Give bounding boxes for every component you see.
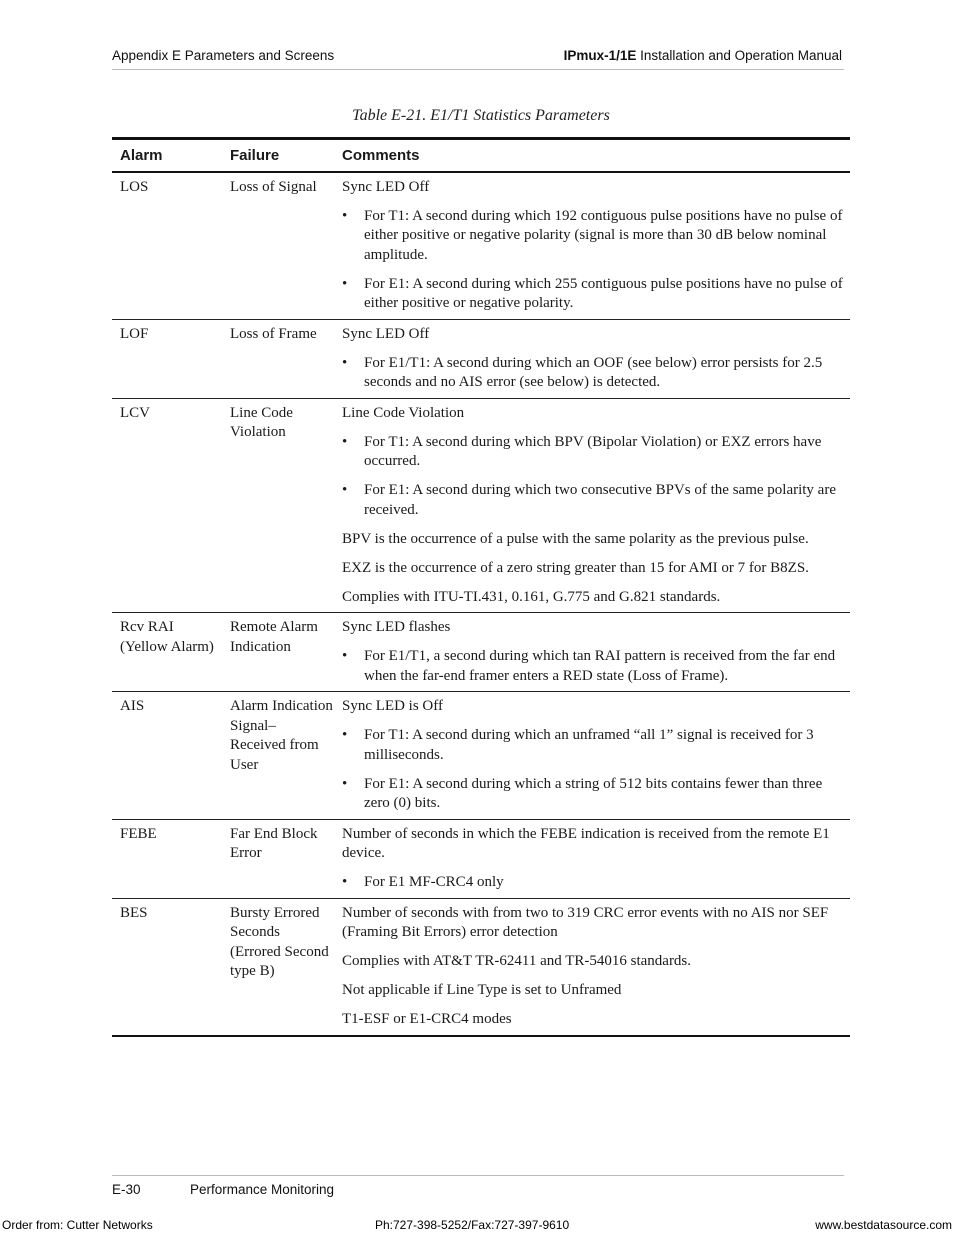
- cell-alarm: AIS: [120, 698, 145, 714]
- column-header-failure: Failure: [230, 147, 280, 164]
- cell-comments: [333, 613, 850, 692]
- comment-bullet-text: For E1: A second during which two consecutive BPVs of the same polarity are received.: [364, 482, 836, 518]
- header-manual-rest: Installation and Operation Manual: [636, 48, 842, 63]
- cell-failure: Remote Alarm Indication: [230, 619, 318, 655]
- table-row: [112, 172, 850, 320]
- running-footer: [112, 1182, 334, 1197]
- column-header-alarm: Alarm: [120, 147, 163, 164]
- bullet-glyph: •: [342, 727, 348, 743]
- comment-bullet-text: For E1/T1, a second during which tan RAI pattern is received from the far end when the far-end framer enters a RED state (Loss of Frame).: [364, 648, 836, 684]
- comment-bullet-text: For E1: A second during which 255 contiguous pulse positions have no pulse of either positive or negative polarity.: [364, 275, 843, 311]
- comment-bullet: [342, 647, 848, 686]
- bullet-glyph: •: [342, 482, 348, 498]
- comment-paragraph: BPV is the occurrence of a pulse with the same polarity as the previous pulse.: [342, 530, 809, 547]
- page-number: E-30: [112, 1182, 141, 1197]
- comment-paragraph: Sync LED is Off: [342, 698, 443, 714]
- bullet-glyph: •: [342, 207, 348, 224]
- cell-failure: Far End Block Error: [230, 825, 318, 861]
- table-row: [112, 398, 850, 613]
- comment-bullet-text: For E1/T1: A second during which an OOF (see below) error persists for 2.5 seconds and no AIS error (see below) is detected.: [364, 354, 823, 390]
- table-header-row: [112, 139, 850, 172]
- comment-bullet: [342, 207, 848, 266]
- comment-paragraph: T1-ESF or E1-CRC4 modes: [342, 1011, 512, 1027]
- table-body: [112, 172, 850, 1036]
- comment-paragraph: Sync LED Off: [342, 325, 430, 342]
- phone-fax-text: Ph:727-398-5252/Fax:727-397-9610: [375, 1218, 570, 1232]
- order-from-text: Order from: Cutter Networks: [2, 1218, 153, 1232]
- cell-comments: [333, 692, 850, 820]
- comment-bullet: [342, 481, 848, 520]
- header-manual-title: [564, 48, 842, 63]
- table-row: [112, 319, 850, 398]
- cell-comments: [333, 398, 850, 613]
- table-title: Table E-21. E1/T1 Statistics Parameters: [352, 107, 610, 124]
- cell-comments: [333, 319, 850, 398]
- comment-paragraph: Complies with ITU-TI.431, 0.161, G.775 and G.821 standards.: [342, 588, 721, 605]
- comment-paragraph: Sync LED Off: [342, 178, 430, 195]
- comment-paragraph: EXZ is the occurrence of a zero string greater than 15 for AMI or 7 for B8ZS.: [342, 559, 809, 576]
- comment-bullet: [342, 775, 848, 814]
- bullet-glyph: •: [342, 648, 348, 664]
- bullet-glyph: •: [342, 275, 348, 292]
- comment-paragraph: Not applicable if Line Type is set to Unframed: [342, 982, 622, 998]
- comment-bullet: [342, 354, 848, 393]
- statistics-parameters-table: [112, 137, 850, 1037]
- comment-paragraph: Number of seconds with from two to 319 CRC error events with no AIS nor SEF (Framing Bit Errors) error detection: [342, 904, 829, 940]
- cell-comments: [333, 898, 850, 1036]
- comment-bullet-text: For E1 MF-CRC4 only: [364, 874, 504, 890]
- cell-alarm: LOS: [120, 178, 149, 195]
- comment-bullet-text: For T1: A second during which an unframed “all 1” signal is received for 3 milliseconds.: [364, 727, 814, 763]
- cell-alarm: Rcv RAI (Yellow Alarm): [120, 619, 214, 655]
- comment-paragraph: Sync LED flashes: [342, 619, 451, 635]
- header-rule: [112, 69, 844, 70]
- footer-rule: [112, 1175, 844, 1176]
- website-text: www.bestdatasource.com: [815, 1218, 952, 1232]
- comment-bullet: [342, 275, 848, 314]
- bullet-glyph: •: [342, 354, 348, 371]
- cell-failure: Loss of Signal: [230, 178, 317, 195]
- bullet-glyph: •: [342, 775, 348, 792]
- bullet-glyph: •: [342, 433, 348, 450]
- table-row: [112, 613, 850, 692]
- comment-paragraph: Complies with AT&T TR-62411 and TR-54016 standards.: [342, 953, 692, 969]
- comment-bullet: [342, 873, 848, 893]
- cell-alarm: LOF: [120, 325, 149, 342]
- column-header-comments: Comments: [342, 147, 420, 164]
- comment-paragraph: Line Code Violation: [342, 404, 465, 421]
- comment-bullet: [342, 433, 848, 472]
- table-row: [112, 898, 850, 1036]
- comment-bullet-text: For T1: A second during which 192 contiguous pulse positions have no pulse of either positive or negative polarity (signal is more than 30 dB below nominal amplitude.: [364, 207, 843, 263]
- cell-failure: Loss of Frame: [230, 325, 317, 342]
- header-chapter: Appendix E Parameters and Screens: [112, 48, 335, 63]
- bullet-glyph: •: [342, 874, 348, 890]
- table-row: [112, 692, 850, 820]
- table-row: [112, 819, 850, 898]
- comment-bullet: [342, 726, 848, 765]
- order-info-bar: [0, 1218, 954, 1234]
- cell-alarm: LCV: [120, 404, 150, 421]
- cell-comments: [333, 172, 850, 320]
- cell-failure: Line Code Violation: [230, 404, 293, 440]
- comment-bullet-text: For E1: A second during which a string of 512 bits contains fewer than three zero (0) bits.: [364, 775, 823, 811]
- cell-failure: Bursty Errored Seconds (Errored Second type B): [230, 904, 329, 979]
- header-product-name: IPmux-1/1E: [563, 48, 637, 63]
- cell-alarm: BES: [120, 904, 148, 921]
- cell-comments: [333, 819, 850, 898]
- comment-paragraph: Number of seconds in which the FEBE indication is received from the remote E1 device.: [342, 825, 830, 861]
- cell-alarm: FEBE: [120, 825, 157, 842]
- cell-failure: Alarm Indication Signal– Received from User: [230, 698, 333, 773]
- footer-section: Performance Monitoring: [190, 1182, 335, 1197]
- comment-bullet-text: For T1: A second during which BPV (Bipolar Violation) or EXZ errors have occurred.: [364, 433, 822, 469]
